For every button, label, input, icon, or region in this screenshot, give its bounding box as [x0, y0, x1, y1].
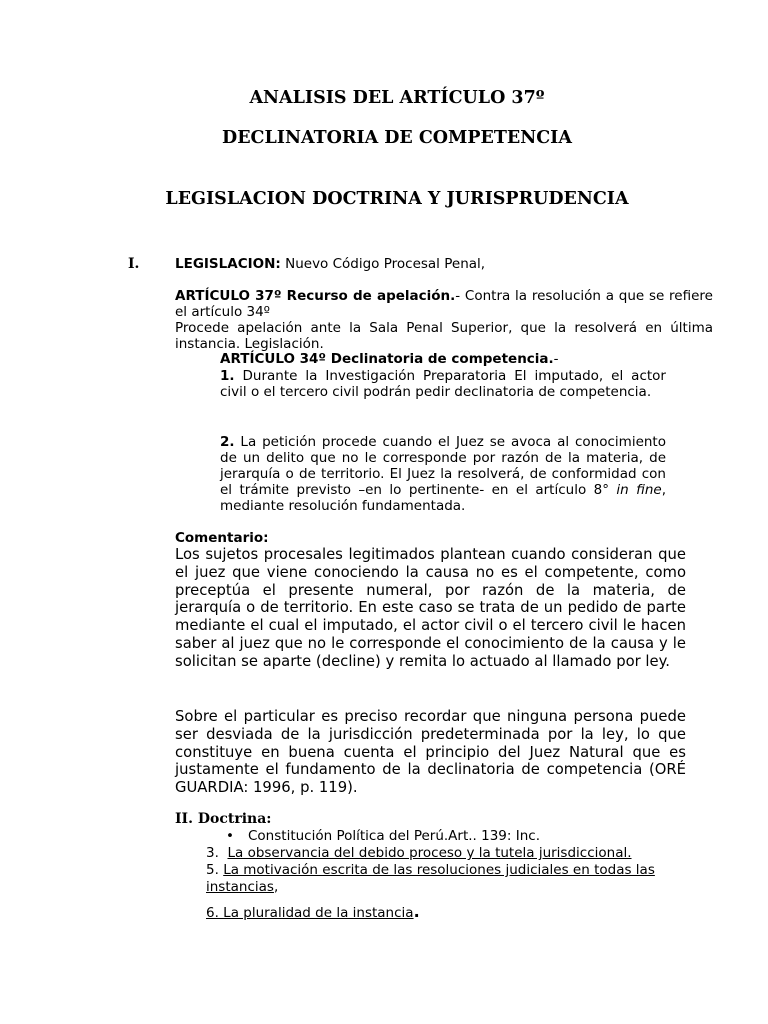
item-5-number: 5. [206, 862, 219, 878]
item-5-line-2: instancias [206, 879, 274, 895]
item-1-text: Durante la Investigación Preparatoria El imputado, el actor civil o el tercero civil podrán pedir declinatoria de competencia. [220, 368, 666, 400]
doctrine-item-6 [206, 902, 420, 921]
item-2-number: 2. [220, 434, 235, 450]
item-2-italic: in fine [616, 482, 662, 498]
comment-paragraph-1: Los sujetos procesales legitimados plantean cuando consideran que el juez que viene conociendo la causa no es el competente, como preceptúa el presente numeral, por razón de la materia, de jerarquía o de territorio. En este caso se trata de un pedido de parte mediante el cual el imputado, el actor civil o el tercero civil le hacen saber al juez que no le corresponde el conocimiento de la causa y le solicitan se aparte (decline) y remita lo actuado al llamado por ley. [175, 546, 686, 670]
section-1-heading-label: LEGISLACION: [175, 256, 281, 272]
section-1-heading [175, 256, 485, 272]
bullet-marker: • [226, 828, 234, 844]
section-1-heading-rest: Nuevo Código Procesal Penal, [280, 256, 486, 272]
doctrine-item-3 [206, 845, 632, 861]
item-5-suffix: , [273, 879, 279, 895]
article-34-heading-text: ARTÍCULO 34º Declinatoria de competencia. [220, 351, 554, 367]
doctrine-item-5-continued [206, 879, 278, 895]
article-34-heading [220, 351, 559, 367]
item-5-line-1: La motivación escrita de las resoluciones judiciales en todas las [223, 862, 655, 878]
item-1-number: 1. [220, 368, 235, 384]
title-article: ANALISIS DEL ARTÍCULO 37º [249, 88, 545, 108]
article-37-paragraph-2: Procede apelación ante la Sala Penal Superior, que la resolverá en última instancia. Legislación. [175, 320, 713, 352]
comment-paragraph-2: Sobre el particular es preciso recordar que ninguna persona puede ser desviada de la jurisdicción predeterminada por la ley, lo que constituye en buena cuenta el principio del Juez Natural que es justamente el fundamento de la declinatoria de competencia (ORÉ GUARDIA: 1996, p. 119). [175, 708, 686, 797]
title-declinatoria: DECLINATORIA DE COMPETENCIA [222, 128, 572, 148]
item-2-text-a: La petición procede cuando el Juez se avoca al conocimiento de un delito que no le corresponde por razón de la materia, de jerarquía o de territorio. El Juez la resolverá, de conformidad con el trámite previsto –en lo pertinente- en el artículo 8° [220, 434, 666, 498]
article-34-heading-suffix: - [553, 351, 559, 367]
item-2-text-b: , mediante resolución fundamentada. [220, 482, 666, 514]
article-34-item-1 [220, 368, 666, 400]
article-37-text: - Contra la resolución a que se refiere el artículo 34º [175, 288, 713, 320]
article-37-heading: ARTÍCULO 37º Recurso de apelación. [175, 288, 456, 304]
article-34-item-2 [220, 434, 666, 514]
item-3-number: 3. [206, 845, 219, 861]
title-legislacion: LEGISLACION DOCTRINA Y JURISPRUDENCIA [165, 189, 629, 209]
section-2-heading: II. Doctrina: [175, 811, 272, 827]
doctrine-bullet: Constitución Política del Perú.Art.. 139: Inc. [248, 828, 540, 844]
item-6-text: 6. La pluralidad de la instancia [206, 905, 414, 921]
comment-heading: Comentario: [175, 530, 269, 546]
item-6-suffix: . [413, 902, 420, 921]
doctrine-item-5 [206, 862, 655, 878]
item-3-text: La observancia del debido proceso y la tutela jurisdiccional. [227, 845, 632, 861]
section-1-numeral: I. [128, 256, 140, 272]
article-37-paragraph [175, 288, 713, 320]
